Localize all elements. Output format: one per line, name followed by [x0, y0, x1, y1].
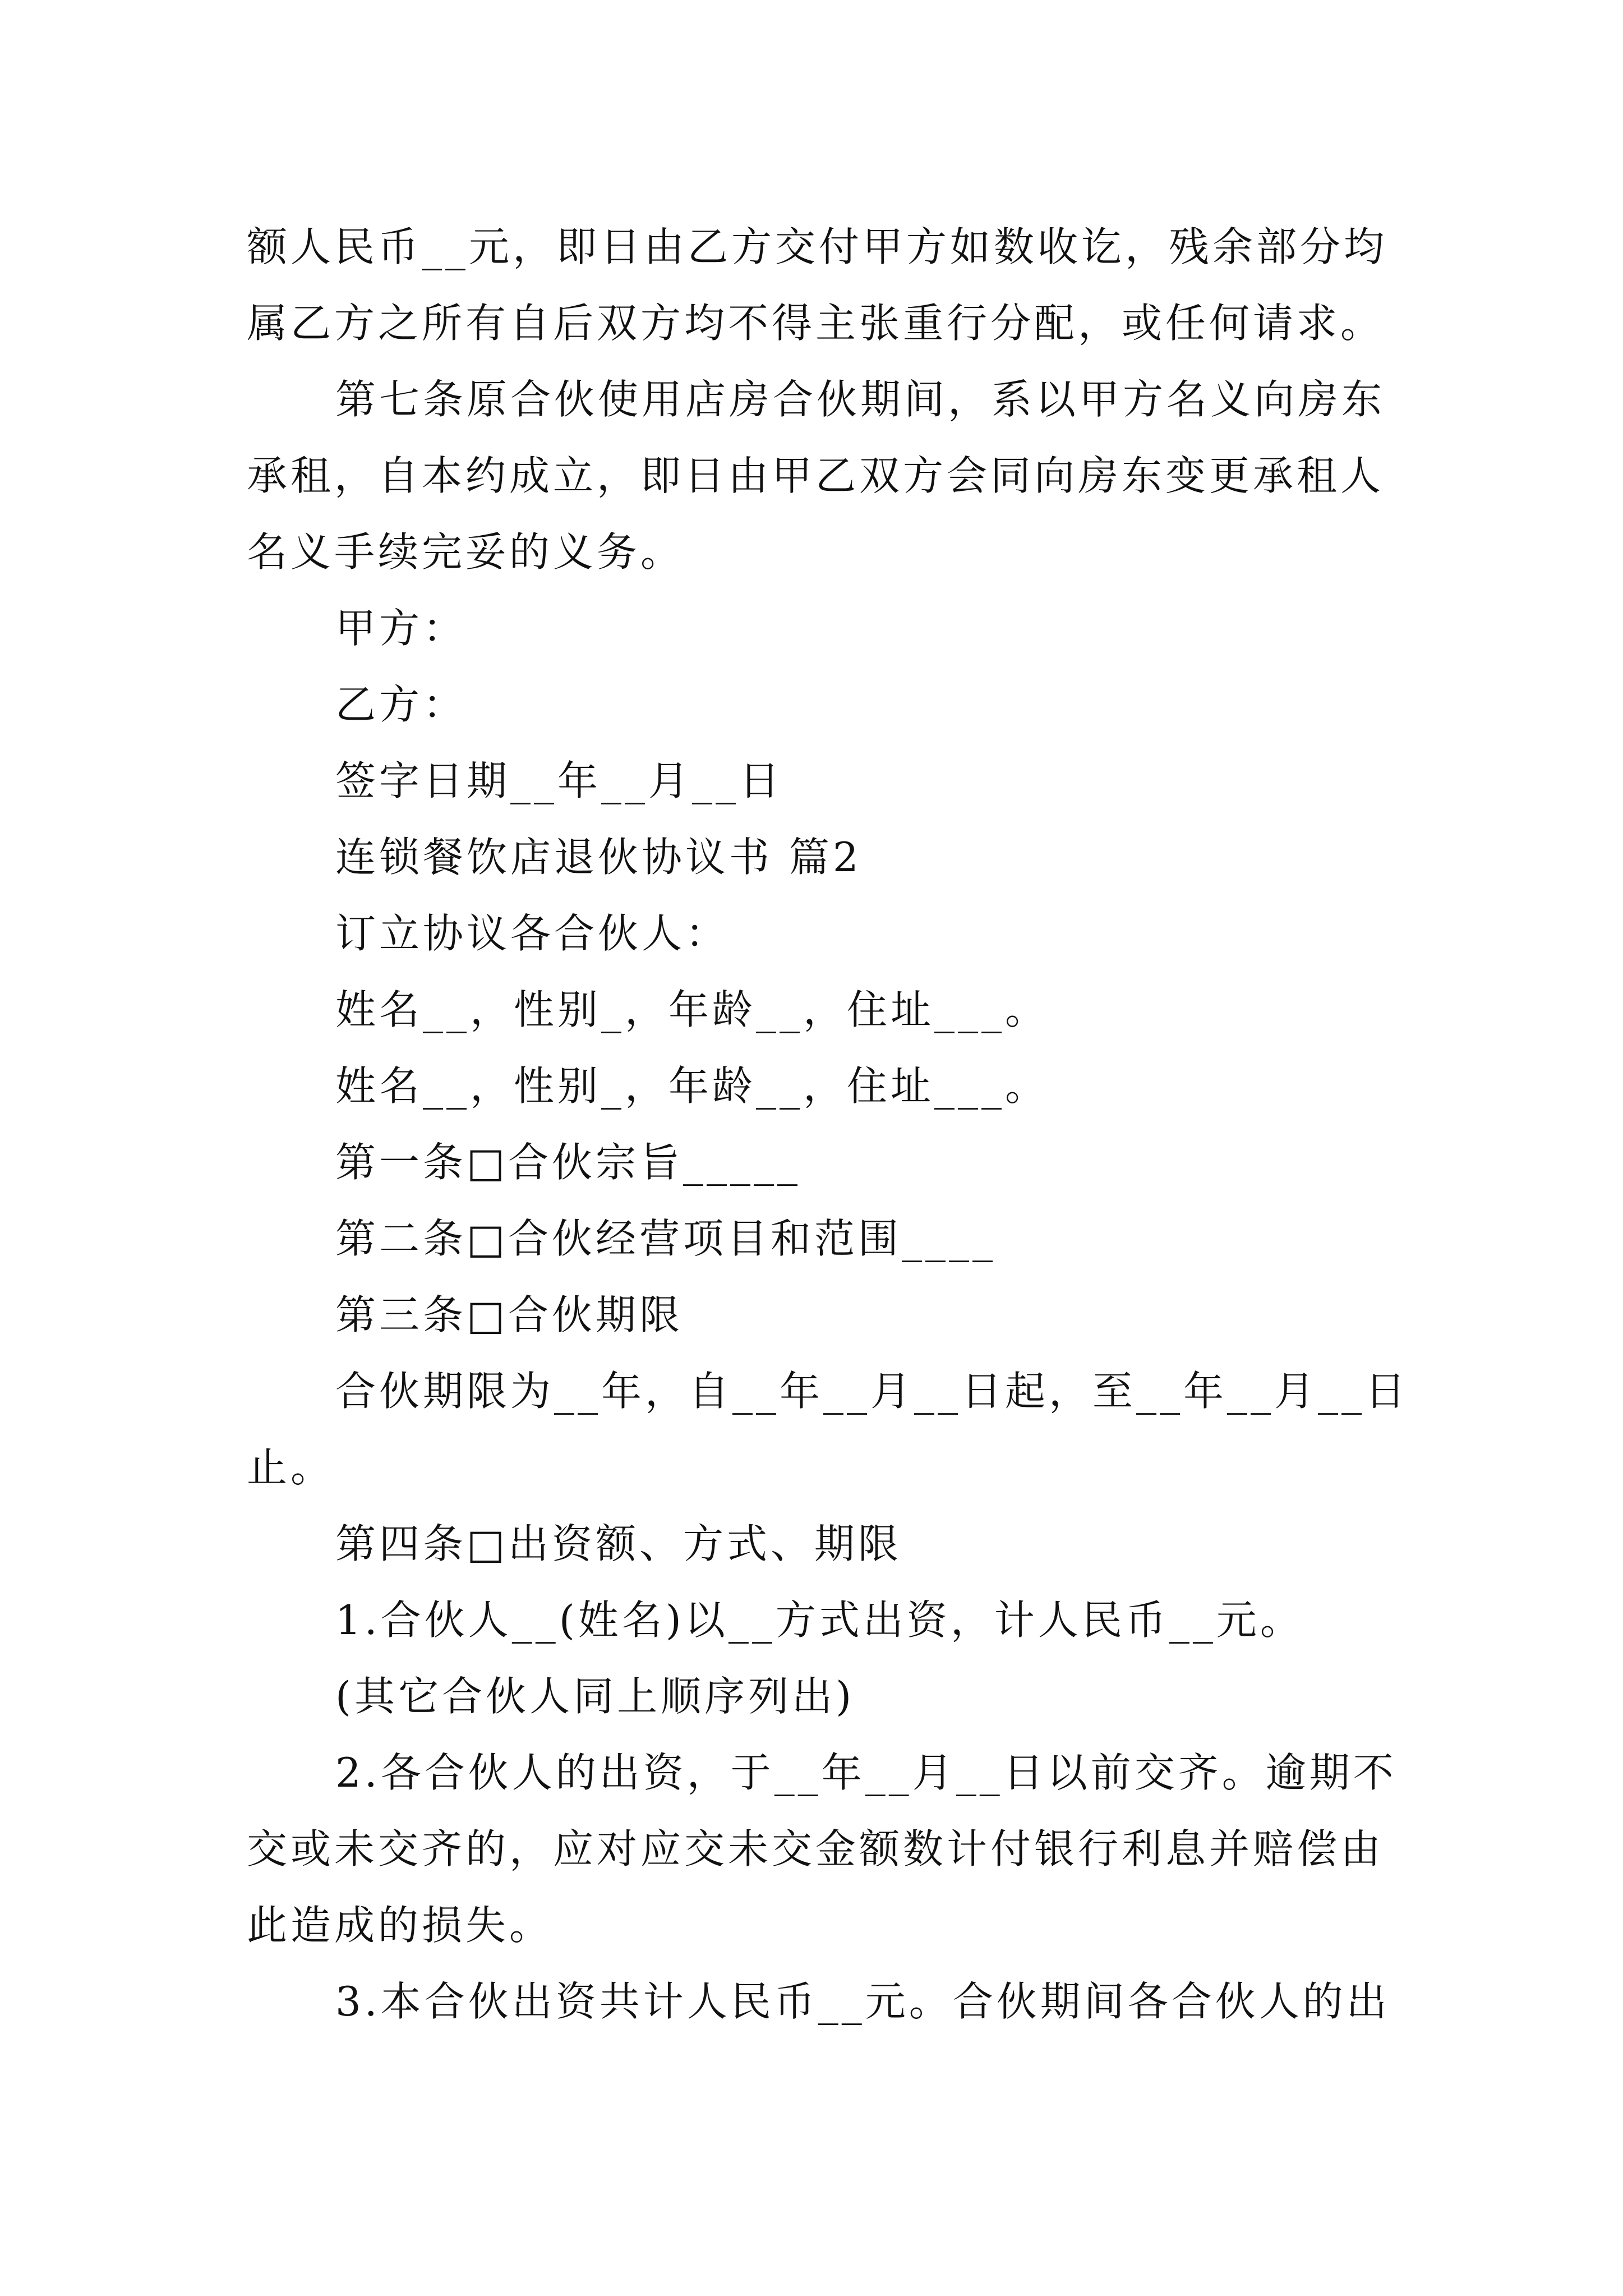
section-title: 连锁餐饮店退伙协议书 篇2 — [335, 834, 862, 881]
text-line: 第四条□出资额、方式、期限 — [335, 1520, 902, 1567]
text-line: 此造成的损失。 — [247, 1902, 554, 1949]
text-line: 第一条□合伙宗旨_____ — [335, 1139, 801, 1186]
document-body — [247, 209, 1409, 2040]
text-line: 3.本合伙出资共计人民币__元。合伙期间各合伙人的出 — [335, 1978, 1390, 2025]
text-line: 订立协议各合伙人： — [335, 910, 730, 957]
text-line: 甲方： — [335, 605, 467, 652]
text-line: 承租，自本约成立，即日由甲乙双方会同向房东变更承租人 — [247, 452, 1385, 499]
text-line: 姓名__，性别_，年龄__，住址___。 — [335, 1062, 1049, 1110]
text-line: 乙方： — [335, 681, 467, 728]
text-line: 止。 — [247, 1444, 335, 1491]
text-line: 姓名__，性别_，年龄__，住址___。 — [335, 986, 1049, 1033]
text-line: 交或未交齐的，应对应交未交金额数计付银行利息并赔偿由 — [247, 1825, 1385, 1872]
text-line: 名义手续完妥的义务。 — [247, 528, 685, 576]
text-line: 第二条□合伙经营项目和范围____ — [335, 1215, 997, 1262]
text-line: 签字日期__年__月__日 — [335, 757, 783, 804]
text-line: 1.合伙人__(姓名)以__方式出资，计人民币__元。 — [335, 1596, 1304, 1644]
text-line: 第三条□合伙期限 — [335, 1291, 684, 1338]
text-line: 额人民币__元，即日由乙方交付甲方如数收讫，残余部分均 — [247, 223, 1388, 270]
text-line: 合伙期限为__年，自__年__月__日起，至__年__月__日 — [335, 1368, 1409, 1415]
text-line: 属乙方之所有自后双方均不得主张重行分配，或任何请求。 — [247, 300, 1385, 347]
text-line: 第七条原合伙使用店房合伙期间，系以甲方名义向房东 — [335, 376, 1386, 423]
text-line: (其它合伙人同上顺序列出) — [335, 1673, 855, 1720]
text-line: 2.各合伙人的出资，于__年__月__日以前交齐。逾期不 — [335, 1749, 1397, 1796]
